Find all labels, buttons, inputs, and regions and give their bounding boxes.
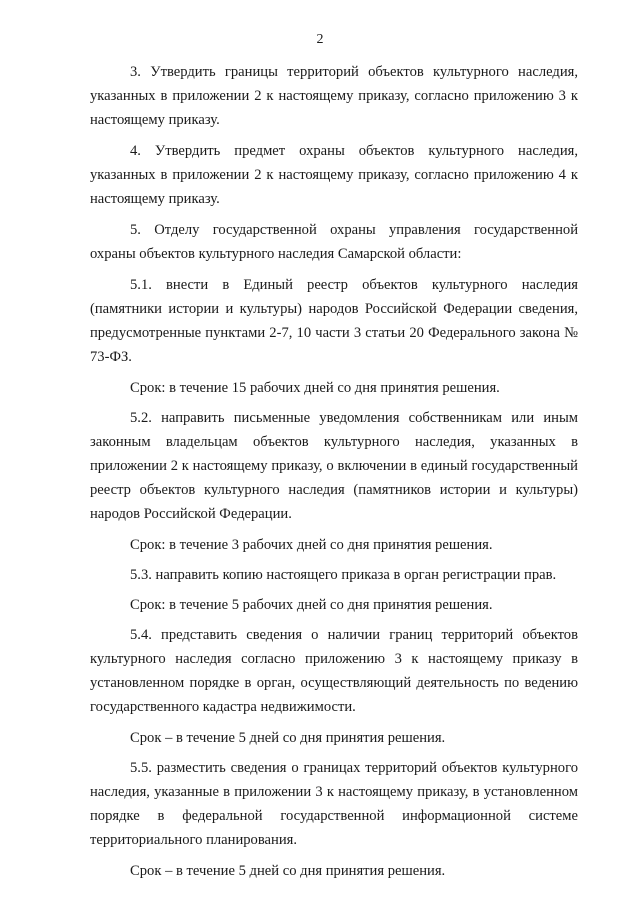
paragraph-4-protection-subject: 4. Утвердить предмет охраны объектов культурного наследия, указанных в приложении 2 к настоящему приказу, согласно приложению 4 к настоящему приказу.: [90, 143, 578, 207]
paragraph-5-department: 5. Отделу государственной охраны управления государственной охраны объектов культурного наследия Самарской области:: [90, 222, 578, 262]
deadline-5-5: Срок – в течение 5 дней со дня принятия решения.: [130, 863, 446, 879]
document-body: [90, 60, 578, 889]
deadline-5-1: Срок: в течение 15 рабочих дней со дня принятия решения.: [130, 380, 500, 396]
paragraph-5-4-cadastre: 5.4. представить сведения о наличии границ территорий объектов культурного наследия согласно приложению 3 к настоящему приказу в установленном порядке в орган, осуществляющий деятельность по ведению государственного кадастра недвижимости.: [90, 627, 578, 715]
paragraph-5-3-copy: 5.3. направить копию настоящего приказа в орган регистрации прав.: [130, 567, 557, 583]
deadline-5-2: Срок: в течение 3 рабочих дней со дня принятия решения.: [130, 537, 493, 553]
deadline-5-3: Срок: в течение 5 рабочих дней со дня принятия решения.: [130, 597, 493, 613]
page-number: 2: [316, 32, 324, 47]
paragraph-5-5-planning-system: 5.5. разместить сведения о границах территорий объектов культурного наследия, указанные в приложении 3 к настоящему приказу, в установленном порядке в федеральной государственной информационной системе территориального планирования.: [90, 760, 578, 848]
deadline-5-4: Срок – в течение 5 дней со дня принятия решения.: [130, 730, 446, 746]
paragraph-5-2-notifications: 5.2. направить письменные уведомления собственникам или иным законным владельцам объектов культурного наследия, указанных в приложении 2 к настоящему приказу, о включении в единый государственный реестр объектов культурного наследия (памятников истории и культуры) народов Российской Федерации.: [90, 410, 578, 522]
paragraph-5-1-register: 5.1. внести в Единый реестр объектов культурного наследия (памятники истории и культуры) народов Российской Федерации сведения, предусмотренные пунктами 2-7, 10 части 3 статьи 20 Федерального закона № 73-ФЗ.: [90, 277, 578, 365]
paragraph-3-borders: 3. Утвердить границы территорий объектов культурного наследия, указанных в приложении 2 к настоящему приказу, согласно приложению 3 к настоящему приказу.: [90, 64, 578, 128]
